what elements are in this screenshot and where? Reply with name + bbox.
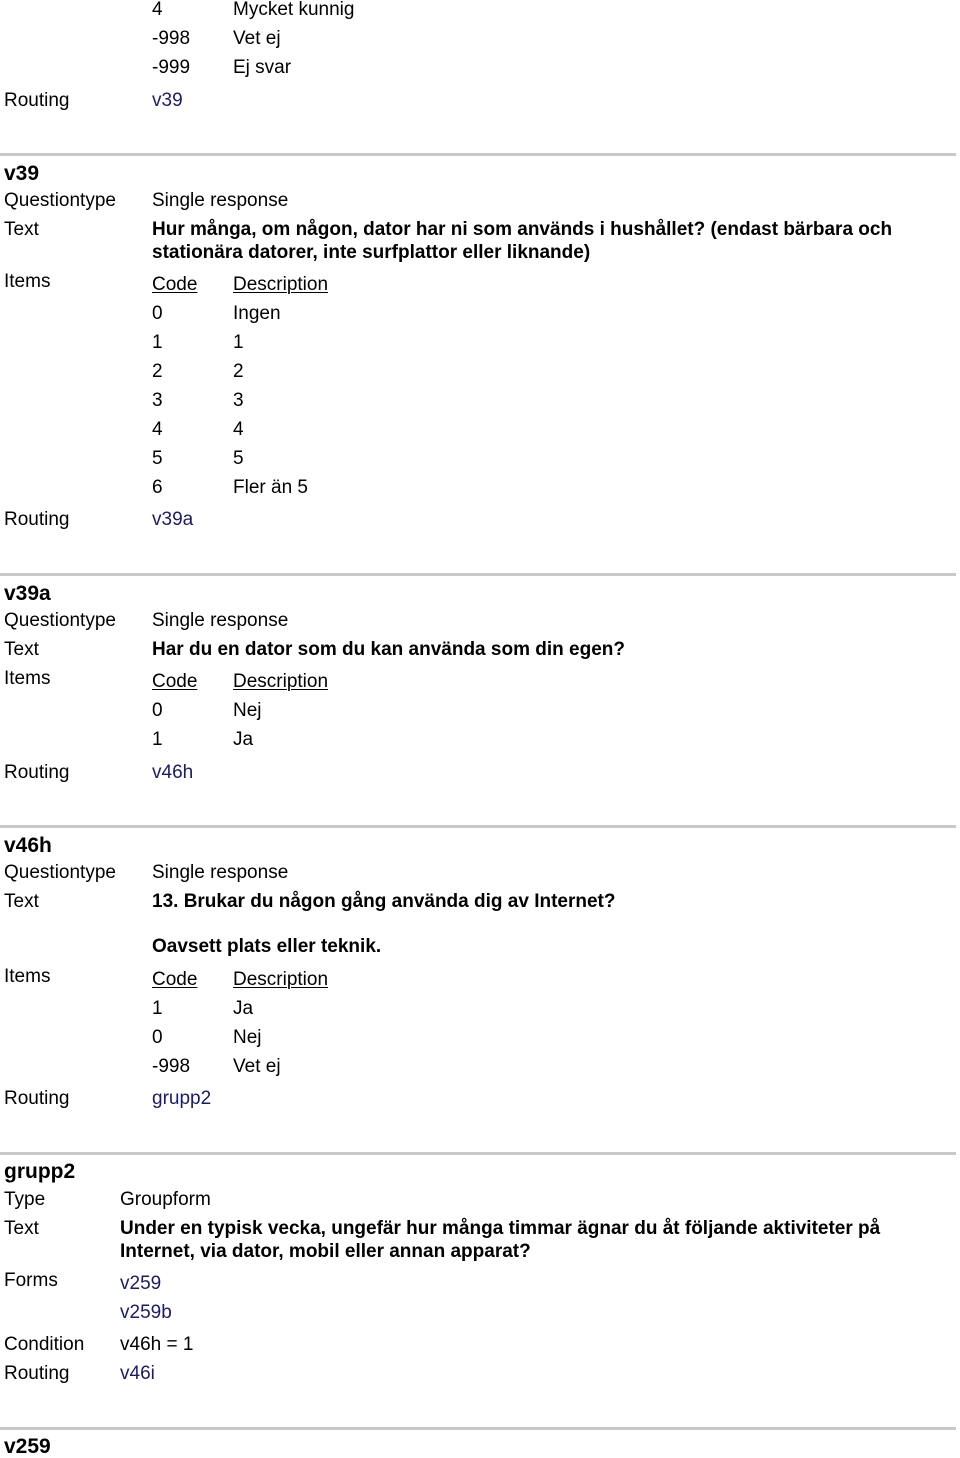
group-title: grupp2 (4, 1160, 76, 1183)
question-title: v259 (4, 1435, 51, 1458)
text-label: Text (4, 1218, 39, 1239)
item-code: -998 (152, 28, 191, 49)
type-label: Type (4, 1189, 46, 1210)
questiontype-label: Questiontype (4, 610, 116, 631)
questiontype-value: Single response (152, 862, 289, 883)
question-text-line1: 13. Brukar du någon gång använda dig av Internet? (152, 891, 616, 912)
item-description: 2 (233, 361, 244, 382)
item-code: 3 (152, 390, 163, 411)
question-title: v39a (4, 582, 51, 605)
item-code: 1 (152, 332, 163, 353)
item-description: Nej (233, 1027, 262, 1048)
text-label: Text (4, 219, 39, 240)
item-description: Ja (233, 729, 254, 750)
section-divider (0, 573, 956, 576)
description-header: Description (233, 671, 329, 692)
item-code: 0 (152, 1027, 163, 1048)
routing-link[interactable]: v46i (120, 1363, 155, 1384)
items-label: Items (4, 271, 51, 292)
section-divider (0, 153, 956, 156)
question-text-line2: Oavsett plats eller teknik. (152, 936, 382, 957)
description-header: Description (233, 274, 329, 295)
item-description: Nej (233, 700, 262, 721)
routing-label: Routing (4, 1363, 70, 1384)
item-code: 1 (152, 729, 163, 750)
item-code: 1 (152, 998, 163, 1019)
item-description: Mycket kunnig (233, 0, 355, 20)
item-description: Ingen (233, 303, 281, 324)
code-header: Code (152, 969, 198, 990)
routing-label: Routing (4, 90, 70, 111)
item-description: Ej svar (233, 57, 292, 78)
section-divider (0, 1152, 956, 1155)
item-code: 0 (152, 700, 163, 721)
section-divider (0, 1427, 956, 1430)
item-code: 4 (152, 419, 163, 440)
questiontype-value: Single response (152, 610, 289, 631)
code-header: Code (152, 274, 198, 295)
item-description: 3 (233, 390, 244, 411)
item-description: Fler än 5 (233, 477, 308, 498)
routing-label: Routing (4, 509, 70, 530)
description-header: Description (233, 969, 329, 990)
type-value: Groupform (120, 1189, 211, 1210)
routing-link[interactable]: grupp2 (152, 1088, 212, 1109)
routing-link[interactable]: v46h (152, 762, 194, 783)
question-title: v46h (4, 834, 52, 857)
items-label: Items (4, 966, 51, 987)
group-text-line2: Internet, via dator, mobil eller annan apparat? (120, 1241, 531, 1262)
item-description: Vet ej (233, 1056, 281, 1077)
form-link[interactable]: v259b (120, 1302, 172, 1323)
item-code: 6 (152, 477, 163, 498)
questiontype-value: Single response (152, 190, 289, 211)
question-text: Har du en dator som du kan använda som din egen? (152, 639, 625, 660)
condition-label: Condition (4, 1334, 85, 1355)
item-code: -999 (152, 57, 191, 78)
text-label: Text (4, 639, 39, 660)
forms-label: Forms (4, 1270, 58, 1291)
item-description: Ja (233, 998, 254, 1019)
item-code: 2 (152, 361, 163, 382)
routing-label: Routing (4, 762, 70, 783)
item-code: 4 (152, 0, 163, 20)
form-link[interactable]: v259 (120, 1273, 162, 1294)
items-label: Items (4, 668, 51, 689)
item-code: 5 (152, 448, 163, 469)
item-description: 1 (233, 332, 244, 353)
questiontype-label: Questiontype (4, 862, 116, 883)
item-description: 5 (233, 448, 244, 469)
text-label: Text (4, 891, 39, 912)
question-text-line2: stationära datorer, inte surfplattor eller liknande) (152, 242, 591, 263)
questiontype-label: Questiontype (4, 190, 116, 211)
item-description: 4 (233, 419, 244, 440)
routing-label: Routing (4, 1088, 70, 1109)
routing-link[interactable]: v39 (152, 90, 183, 111)
group-text-line1: Under en typisk vecka, ungefär hur många timmar ägnar du åt följande aktiviteter på (120, 1218, 881, 1239)
item-code: -998 (152, 1056, 191, 1077)
item-description: Vet ej (233, 28, 281, 49)
condition-value: v46h = 1 (120, 1334, 194, 1355)
question-title: v39 (4, 162, 40, 185)
code-header: Code (152, 671, 198, 692)
routing-link[interactable]: v39a (152, 509, 194, 530)
question-text-line1: Hur många, om någon, dator har ni som används i hushållet? (endast bärbara och (152, 219, 893, 240)
item-code: 0 (152, 303, 163, 324)
section-divider (0, 825, 956, 828)
